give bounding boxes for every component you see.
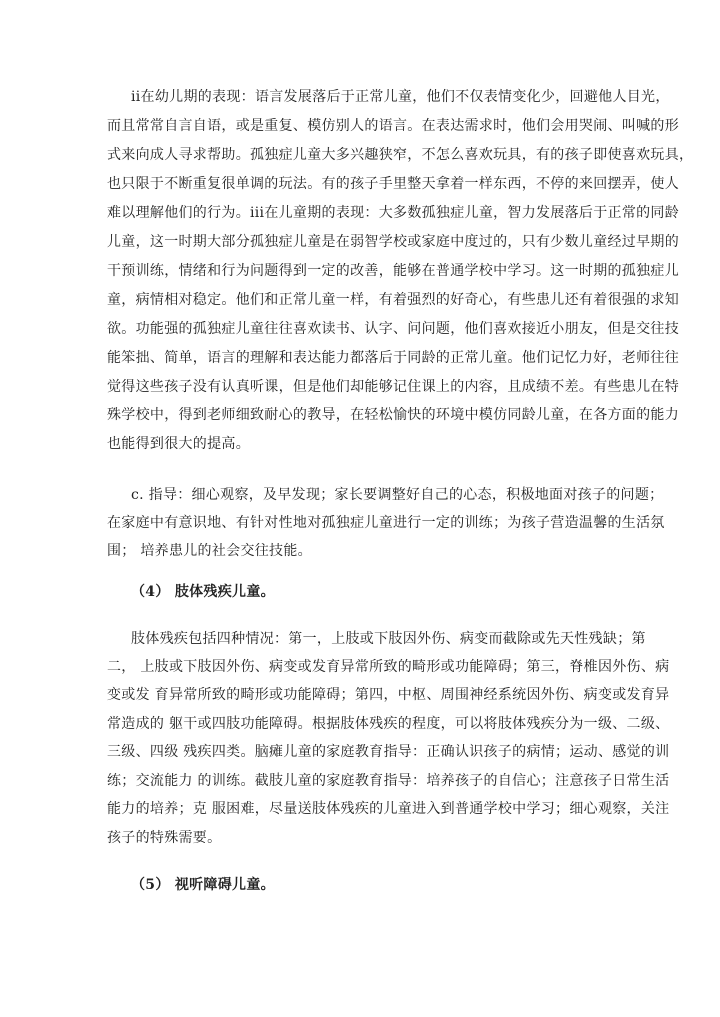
section-heading: （4） 肢体残疾儿童。: [131, 584, 275, 600]
text-line: 也能得到很大的提高。: [107, 436, 250, 452]
text-line: 变或发 育异常所致的畸形或功能障碍；第四，中枢、周围神经系统因外伤、病变或发育异: [107, 687, 670, 703]
text-line: 练；交流能力 的训练。截肢儿童的家庭教育指导：培养孩子的自信心；注意孩子日常生活: [107, 773, 670, 789]
text-line: 式来向成人寻求帮助。孤独症儿童大多兴趣狭窄，不怎么喜欢玩具，有的孩子即使喜欢玩具，: [107, 147, 694, 163]
text-line: 能笨拙、简单，语言的理解和表达能力都落后于同龄的正常儿童。他们记忆力好，老师往往: [107, 350, 679, 366]
text-line: 肢体残疾包括四种情况：第一，上肢或下肢因外伤、病变而截除或先天性残缺；第: [131, 631, 646, 647]
text-line: 殊学校中，得到老师细致耐心的教导，在轻松愉快的环境中模仿同龄儿童，在各方面的能力: [107, 407, 679, 423]
text-line: 干预训练，情绪和行为问题得到一定的改善，能够在普通学校中学习。这一时期的孤独症儿: [107, 263, 679, 279]
text-line: 二， 上肢或下肢因外伤、病变或发育异常所致的畸形或功能障碍；第三，脊椎因外伤、病: [107, 659, 670, 675]
text-line: 童，病情相对稳定。他们和正常儿童一样，有着强烈的好奇心，有些患儿还有着很强的求知: [107, 292, 679, 308]
text-line: 围； 培养患儿的社会交往技能。: [107, 543, 312, 559]
text-line: 欲。功能强的孤独症儿童往往喜欢读书、认字、问问题，他们喜欢接近小朋友，但是交往技: [107, 321, 679, 337]
text-line: ii在幼儿期的表现：语言发展落后于正常儿童，他们不仅表情变化少，回避他人目光，: [131, 89, 670, 105]
text-line: c. 指导：细心观察，及早发现；家长要调整好自己的心态，积极地面对孩子的问题；: [131, 487, 664, 503]
text-line: 难以理解他们的行为。iii在儿童期的表现：大多数孤独症儿童，智力发展落后于正常的同龄: [107, 205, 680, 221]
text-line: 能力的培养；克 服困难，尽量送肢体残疾的儿童进入到普通学校中学习；细心观察，关注: [107, 801, 670, 817]
text-line: 在家庭中有意识地、有针对性地对孤独症儿童进行一定的训练；为孩子营造温馨的生活氛: [107, 515, 665, 531]
text-line: 觉得这些孩子没有认真听课，但是他们却能够记住课上的内容，且成绩不差。有些患儿在特: [107, 379, 679, 395]
text-line: 常造成的 躯干或四肢功能障碍。根据肢体残疾的程度，可以将肢体残疾分为一级、二级、: [107, 716, 670, 732]
section-heading: （5） 视听障碍儿童。: [131, 877, 275, 893]
text-line: 而且常常自言自语，或是重复、模仿别人的语言。在表达需求时，他们会用哭闹、叫喊的形: [107, 118, 679, 134]
text-line: 三级、四级 残疾四类。脑瘫儿童的家庭教育指导：正确认识孩子的病情；运动、感觉的训: [107, 744, 670, 760]
text-line: 也只限于不断重复很单调的玩法。有的孩子手里整天拿着一样东西，不停的来回摆弄，使人: [107, 176, 679, 192]
text-line: 儿童，这一时期大部分孤独症儿童是在弱智学校或家庭中度过的，只有少数儿童经过早期的: [107, 234, 679, 250]
text-line: 孩子的特殊需要。: [107, 830, 222, 846]
